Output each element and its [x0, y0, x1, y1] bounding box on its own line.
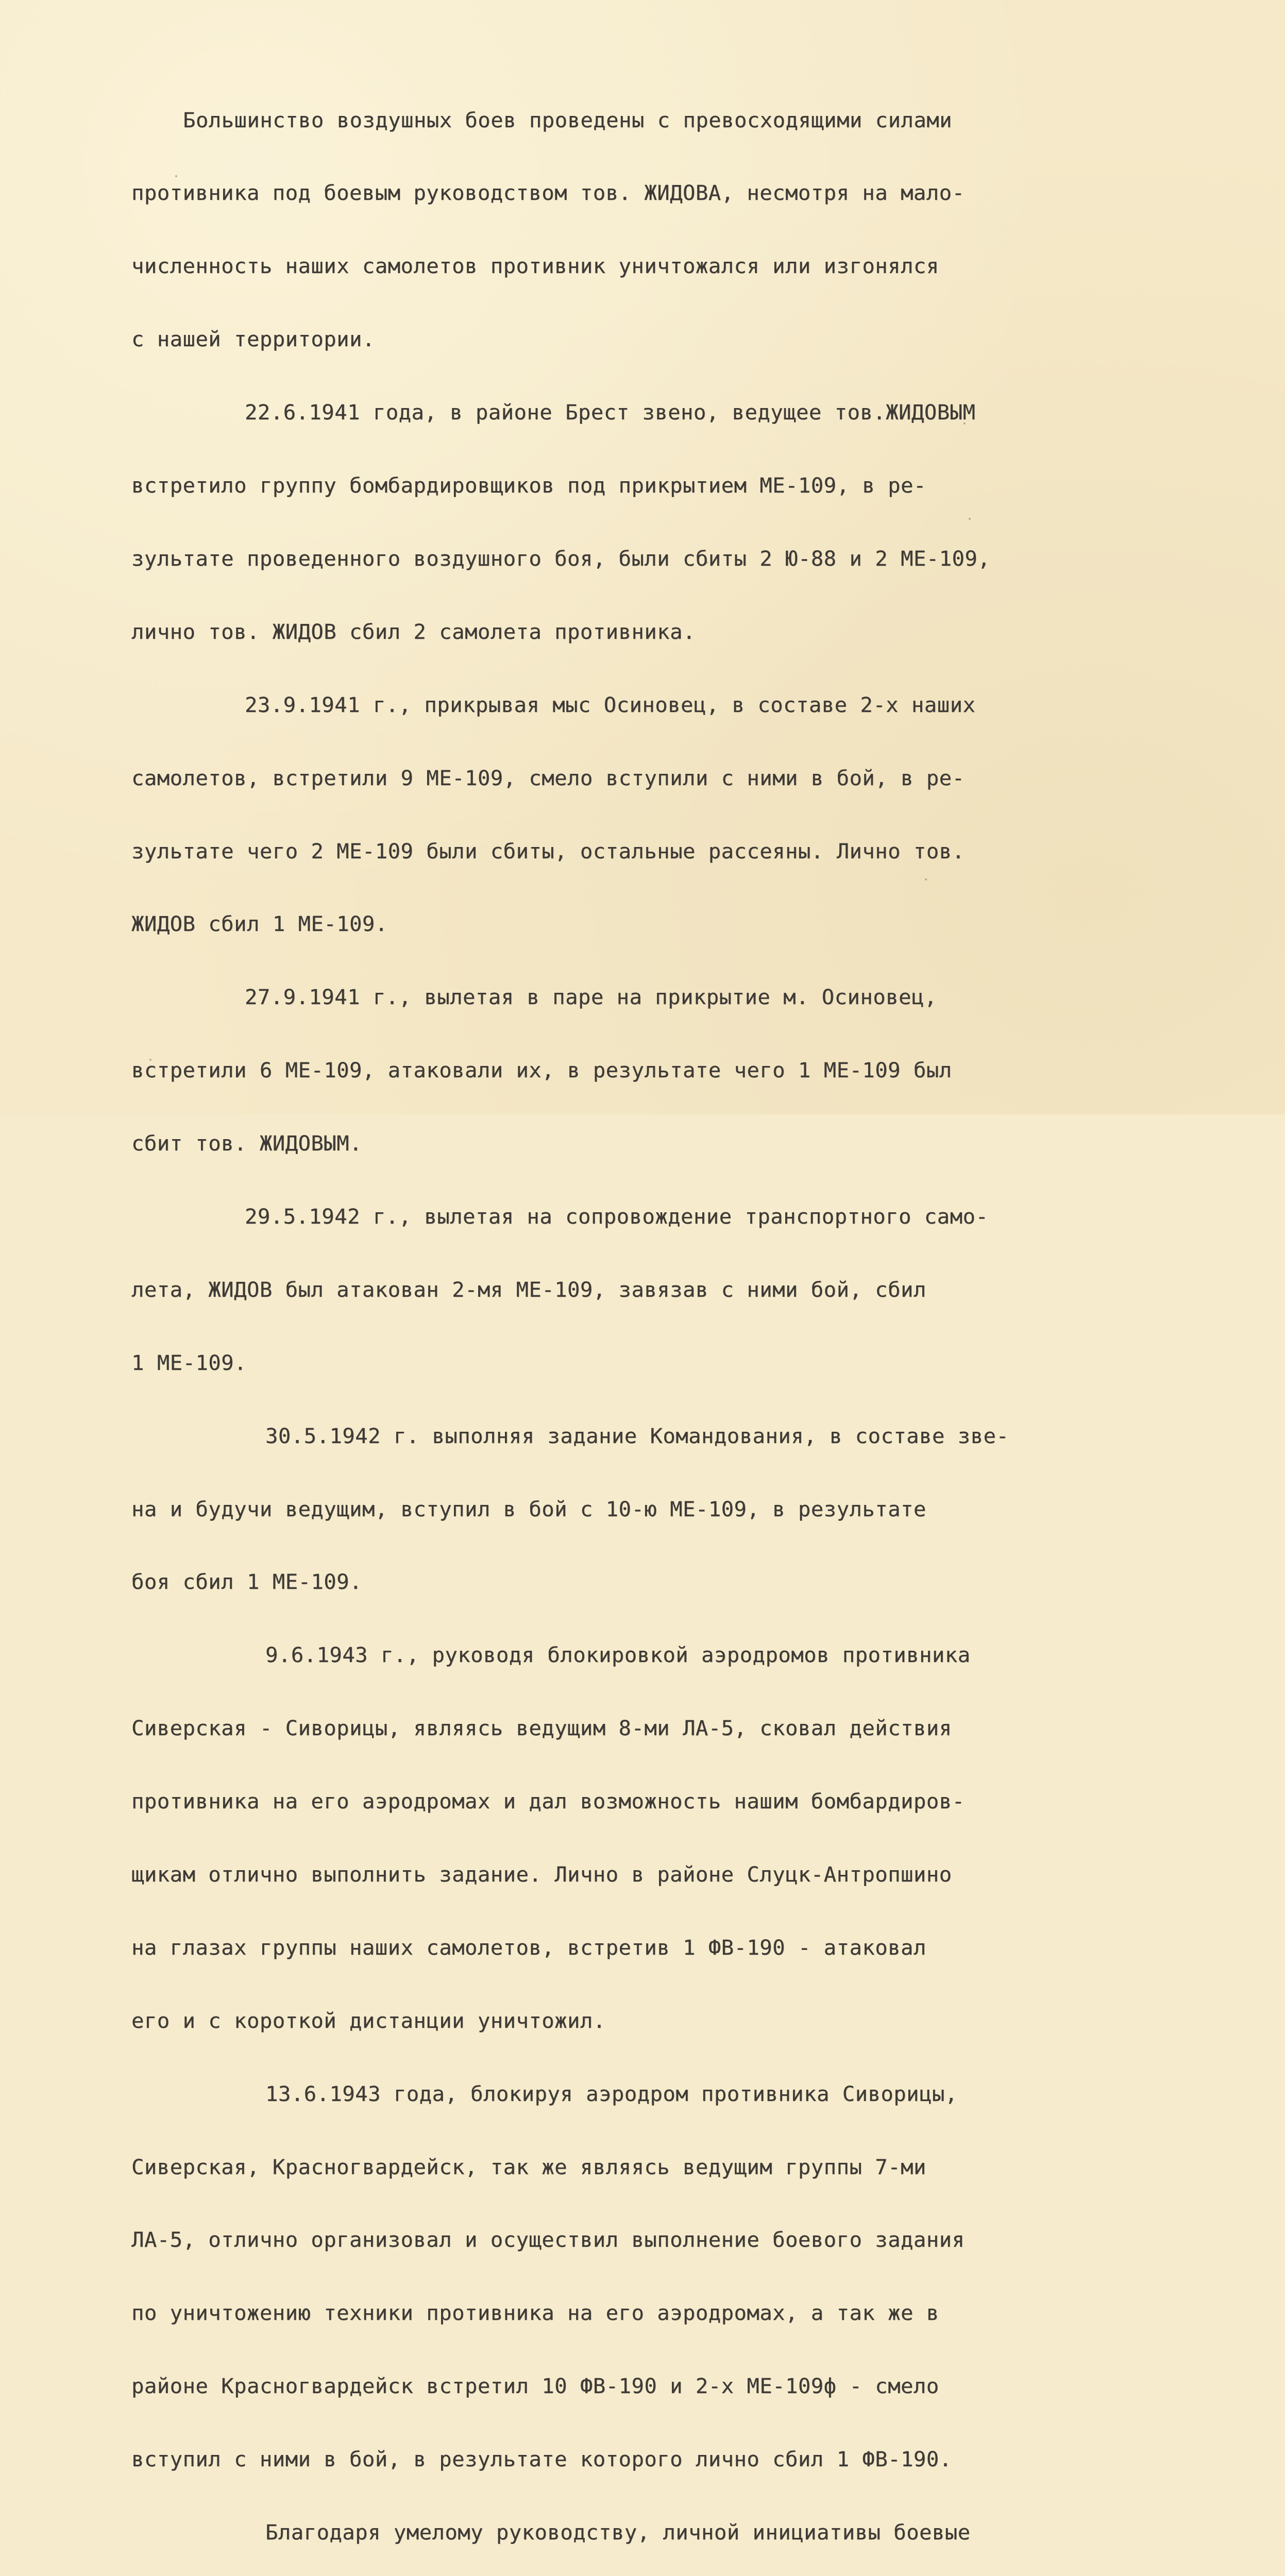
text-line: численность наших самолетов противник уничтожался или изгонялся [131, 253, 939, 279]
text-line: самолетов, встретили 9 МЕ-109, смело вступили с ними в бой, в ре- [131, 765, 965, 790]
text-line: 9.6.1943 г., руководя блокировкой аэродромов противника [265, 1642, 971, 1668]
text-line: противника на его аэродромах и дал возможность нашим бомбардиров- [131, 1789, 965, 1814]
text-line: его и с короткой дистанции уничтожил. [131, 2008, 606, 2033]
text-line: на глазах группы наших самолетов, встретив 1 ФВ-190 - атаковал [131, 1935, 926, 1960]
text-line: щикам отлично выполнить задание. Лично в районе Слуцк-Антропшино [131, 1861, 952, 1887]
text-line: вступил с ними в бой, в результате которого лично сбил 1 ФВ-190. [131, 2447, 952, 2472]
text-line: зультате чего 2 МЕ-109 были сбиты, остальные рассеяны. Лично тов. [131, 838, 965, 863]
paper-speck [175, 175, 177, 177]
text-line: Сиверская - Сиворицы, являясь ведущим 8-ми ЛА-5, сковал действия [131, 1716, 952, 1741]
text-line: сбит тов. ЖИДОВЫМ. [131, 1131, 362, 1156]
text-line: встретило группу бомбардировщиков под прикрытием МЕ-109, в ре- [131, 473, 926, 498]
paper-speck [706, 562, 708, 564]
text-line: 29.5.1942 г., вылетая на сопровождение транспортного само- [245, 1204, 989, 1229]
text-line: Большинство воздушных боев проведены с превосходящими силами [183, 107, 952, 132]
text-line: районе Красногвардейск встретил 10 ФВ-190 и 2-х МЕ-109ф - смело [131, 2374, 939, 2399]
text-line: с нашей территории. [131, 327, 375, 352]
text-line: Сиверская, Красногвардейск, так же являясь ведущим группы 7-ми [131, 2154, 926, 2179]
paper-speck [969, 518, 971, 520]
paper-speck [149, 1059, 151, 1061]
paper-speck [963, 422, 966, 425]
text-line: лично тов. ЖИДОВ сбил 2 самолета противника. [131, 619, 696, 644]
text-line: 27.9.1941 г., вылетая в паре на прикрытие м. Осиновец, [245, 985, 937, 1010]
text-line: противника под боевым руководством тов. ЖИДОВА, несмотря на мало- [131, 180, 965, 206]
text-line: лета, ЖИДОВ был атакован 2-мя МЕ-109, завязав с ними бой, сбил [131, 1277, 926, 1302]
typed-document [131, 59, 1239, 2576]
text-line: Благодаря умелому руководству, личной инициативы боевые [265, 2519, 971, 2545]
text-line: встретили 6 МЕ-109, атаковали их, в результате чего 1 МЕ-109 был [131, 1058, 952, 1083]
text-line: 1 МЕ-109. [131, 1350, 247, 1375]
text-line: зультате проведенного воздушного боя, были сбиты 2 Ю-88 и 2 МЕ-109, [131, 546, 991, 571]
text-line: 13.6.1943 года, блокируя аэродром противника Сиворицы, [265, 2081, 958, 2106]
text-line: ЖИДОВ сбил 1 МЕ-109. [131, 911, 388, 937]
text-line: 23.9.1941 г., прикрывая мыс Осиновец, в составе 2-х наших [245, 692, 976, 717]
text-line: по уничтожению техники противника на его аэродромах, а так же в [131, 2300, 939, 2326]
text-line: боя сбил 1 МЕ-109. [131, 1569, 362, 1595]
text-line: 22.6.1941 года, в районе Брест звено, ведущее тов.ЖИДОВЫМ [245, 400, 976, 425]
text-line: на и будучи ведущим, вступил в бой с 10-ю МЕ-109, в результате [131, 1496, 926, 1521]
text-line: 30.5.1942 г. выполняя задание Командования, в составе зве- [265, 1423, 1009, 1448]
paper-speck [925, 878, 927, 880]
text-line: ЛА-5, отлично организовал и осуществил выполнение боевого задания [131, 2227, 965, 2252]
